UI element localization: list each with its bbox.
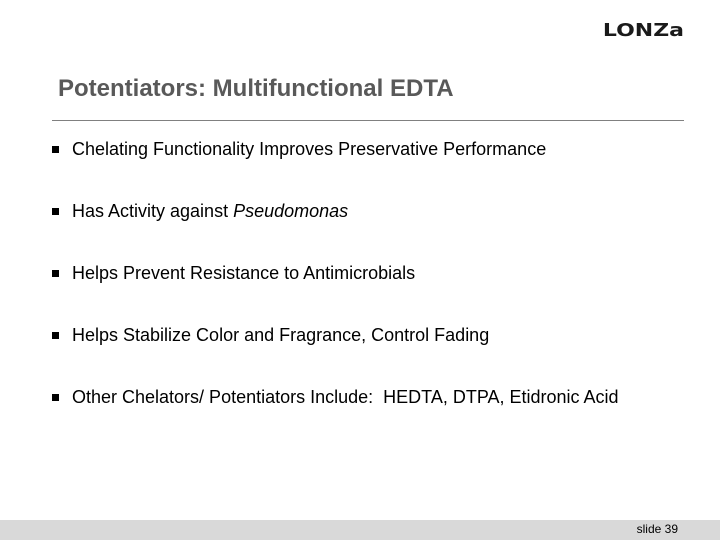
slide-number: slide 39 xyxy=(636,522,678,536)
bullet-item xyxy=(52,138,619,200)
square-bullet-icon xyxy=(52,146,59,153)
bullet-list xyxy=(52,138,619,448)
square-bullet-icon xyxy=(52,208,59,215)
bullet-text: Chelating Functionality Improves Preservative Performance xyxy=(72,139,547,159)
square-bullet-icon xyxy=(52,270,59,277)
bullet-text: Other Chelators/ Potentiators Include: HEDTA, DTPA, Etidronic Acid xyxy=(72,387,619,407)
bullet-text: Helps Prevent Resistance to Antimicrobials xyxy=(72,263,416,283)
bullet-text-prefix: Has Activity against xyxy=(72,201,234,221)
footer-bar xyxy=(0,520,720,540)
square-bullet-icon xyxy=(52,332,59,339)
bullet-text-emphasis: Pseudomonas xyxy=(233,201,349,221)
title-divider xyxy=(52,120,684,121)
bullet-item xyxy=(52,324,619,386)
bullet-item xyxy=(52,262,619,324)
bullet-item xyxy=(52,200,619,262)
slide-title: Potentiators: Multifunctional EDTA xyxy=(58,75,454,102)
bullet-text: Helps Stabilize Color and Fragrance, Control Fading xyxy=(72,325,490,345)
lonza-logo: LONZa xyxy=(602,20,684,41)
bullet-item xyxy=(52,386,619,448)
square-bullet-icon xyxy=(52,394,59,401)
bullet-text xyxy=(72,200,348,222)
